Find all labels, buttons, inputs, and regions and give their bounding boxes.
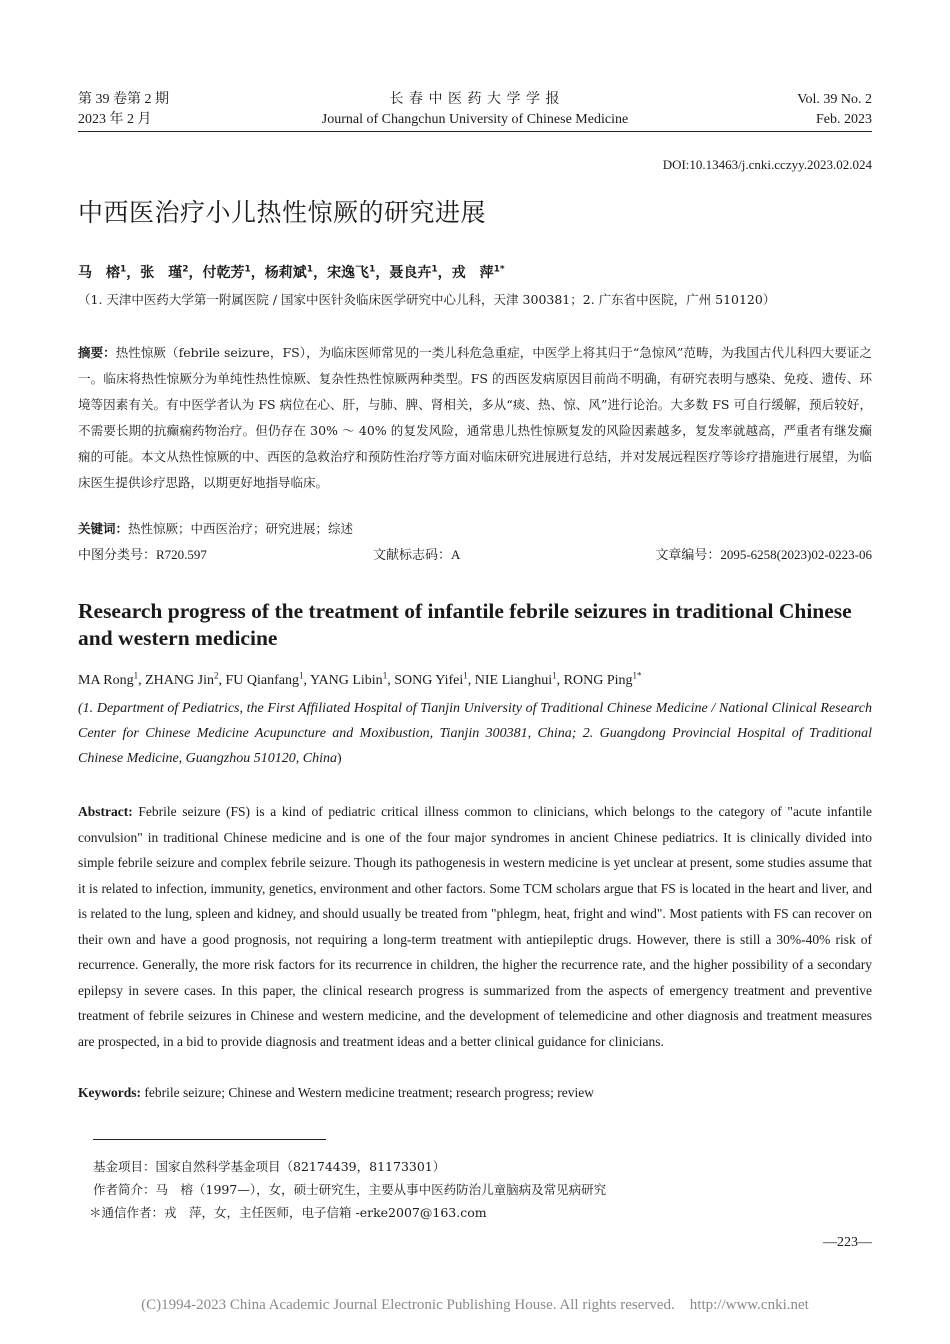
author-affiliation-mark: 1 bbox=[552, 670, 557, 681]
clc-value: R720.597 bbox=[156, 547, 207, 562]
author-affiliation-mark: 1 bbox=[306, 264, 314, 275]
abstract-en-text: Febrile seizure (FS) is a kind of pediatric critical illness common to clinicians, which belongs to the category of "acute infantile convulsion" in traditional Chinese medicine and is one of the four major syndromes in ancient Chinese pediatrics. It is clinically divided into simple febrile seizure and complex febrile seizure. Though its pathogenesis in western medicine is yet unclear at present, some studies assume that it is related to infection, immunity, genetics, environment and other factors. Some TCM scholars argue that FS is located in the heart and liver, and is related to the lung, spleen and kidney, and should usually be treated from "phlegm, heat, fright and wind". Most patients with FS can recover on their own and have a good prognosis, not requiring a long-term treatment with antiepileptic drugs. However, there is still a 30%-40% risk of recurrence. Generally, the more risk factors for its recurrence in children, the higher the recurrence rate, and the higher possibility of a secondary epilepsy in severe cases. In this paper, the clinical research progress is summarized from the aspects of emergency treatment and preventive treatment of febrile seizures in Chinese and western medicine, and the development of telemedicine and other diagnosis and treatment measures are prospected, in a bid to provide diagnosis and treatment ideas and a better clinical guidance for clinicians. bbox=[78, 804, 873, 1049]
author-name: YANG Libin bbox=[309, 673, 383, 688]
header-date-en: Feb. 2023 bbox=[816, 112, 872, 127]
header-vol-no: Vol. 39 No. 2 bbox=[797, 92, 872, 107]
article-label: 文章编号： bbox=[655, 548, 721, 563]
abstract-cn-text: 热性惊厥（febrile seizure，FS），为临床医师常见的一类儿科危急重症，中医学上将其归于“急惊风”范畴，为我国古代儿科四大要证之一。临床将热性惊厥分为单纯性热性惊厥、复杂性热性惊厥两种类型。FS 的西医发病原因目前尚不明确，有研究表明与感染、免疫、遗传、环境等因素有关。有中医学者认为 FS 病位在心、肝，与肺、脾、肾相关，多从“痰、热、惊、风”进行论治。大多数 FS 可自行缓解，预后较好，不需要长期的抗癫痫药物治疗。但仍存在 30% ～ 40% 的复发风险，通常患儿热性惊厥复发的风险因素越多，复发率就越高，严重者有继发癫痫的可能。本文从热性惊厥的中、西医的急救治疗和预防性治疗等方面对临床研究进展进行总结，并对发展远程医疗等诊疗措施进行展望，为临床医生提供诊疗思路，以期更好地指导临床。 bbox=[78, 345, 872, 490]
author-affiliation-mark: 1* bbox=[632, 670, 642, 681]
doc-label: 文献标志码： bbox=[373, 548, 452, 563]
author-name: NIE Lianghui bbox=[474, 673, 553, 688]
author-name: 宋逸飞 bbox=[327, 265, 370, 281]
authors-en: MA Rong$^1$, ZHANG Jin$^2$, FU Qianfang$^1$, YANG Libin$^1$, SONG Yifei$^1$, NIE Lianghui$^1$, RONG Ping$^{1*}$ bbox=[78, 670, 642, 688]
funding-label: 基金项目： bbox=[93, 1159, 156, 1174]
article-value: 2095-6258(2023)02-0223-06 bbox=[720, 547, 872, 562]
author-affiliation-mark: 1 bbox=[244, 264, 251, 275]
correspondence-text: 戎 萍，女，主任医师，电子信箱 -erke2007@163.com bbox=[164, 1205, 487, 1220]
journal-name-en: Journal of Changchun University of Chinese Medicine bbox=[321, 112, 629, 127]
header-rule bbox=[78, 131, 872, 132]
header-volume: 第 39 卷第 2 期 bbox=[78, 92, 169, 107]
abstract-en-label: Abstract: bbox=[78, 804, 133, 819]
doc-code bbox=[373, 542, 460, 569]
author-name: 戎 萍 bbox=[451, 265, 494, 281]
affiliation-en-text: 1. Department of Pediatrics, the First Affiliated Hospital of Tianjin University of Traditional Chinese Medicine / National Clinical Research Center for Chinese Medicine Acupuncture and Moxibustion, Tianjin 300381, China; 2. Guangdong Provincial Hospital of Traditional Chinese Medicine, Guangzhou 510120, China bbox=[78, 701, 872, 766]
header-date-cn: 2023 年 2 月 bbox=[78, 112, 152, 127]
author-name: MA Rong bbox=[78, 673, 134, 688]
author-name: FU Qianfang bbox=[225, 673, 299, 688]
author-name: 聂良卉 bbox=[389, 265, 432, 281]
copyright-notice: (C)1994-2023 China Academic Journal Electronic Publishing House. All rights reserved. http://www.cnki.net bbox=[141, 1297, 809, 1313]
clc-label: 中图分类号： bbox=[78, 548, 157, 563]
author-affiliation-mark: 2 bbox=[213, 670, 219, 681]
classification-line bbox=[78, 542, 872, 568]
doc-value: A bbox=[451, 547, 461, 562]
footnote-funding bbox=[93, 1155, 606, 1178]
author-name: RONG Ping bbox=[563, 673, 633, 688]
footnote-correspondence bbox=[89, 1201, 606, 1224]
correspondence-label: ＊通信作者： bbox=[89, 1205, 165, 1220]
doi[interactable]: DOI:10.13463/j.cnki.cczyy.2023.02.024 bbox=[662, 157, 872, 172]
authors-cn: 马 榕$^1$，张 瑾$^2$，付乾芳$^1$，杨莉斌$^1$，宋逸飞$^1$，聂良卉$^1$，戎 萍$^{1*}$ bbox=[78, 264, 505, 281]
author-bio-label: 作者简介： bbox=[93, 1182, 156, 1197]
author-name: SONG Yifei bbox=[394, 673, 464, 688]
header-vol-en bbox=[797, 90, 872, 130]
footnote-author-bio bbox=[93, 1178, 606, 1201]
author-affiliation-mark: 1 bbox=[369, 264, 376, 275]
title-en: Research progress of the treatment of infantile febrile seizures in traditional Chinese and western medicine bbox=[78, 599, 852, 650]
title-cn: 中西医治疗小儿热性惊厥的研究进展 bbox=[78, 198, 487, 227]
header-issue bbox=[78, 90, 169, 130]
affiliation-en: (1. Department of Pediatrics, the First Affiliated Hospital of Tianjin University of Traditional Chinese Medicine / National Clinical Research Center for Chinese Medicine Acupuncture and Moxibustion, Tianjin 300381, China; 2. Guangdong Provincial Hospital of Traditional Chinese Medicine, Guangzhou 510120, China) bbox=[78, 701, 872, 766]
keywords-cn bbox=[78, 516, 872, 542]
author-affiliation-mark: 1* bbox=[493, 264, 505, 275]
author-bio-text: 马 榕（1997—），女，硕士研究生，主要从事中医药防治儿童脑病及常见病研究 bbox=[155, 1182, 607, 1197]
keywords-cn-label: 关键词： bbox=[78, 521, 129, 536]
funding-text: 国家自然科学基金项目（82174439，81173301） bbox=[155, 1159, 446, 1174]
author-name: 马 榕 bbox=[78, 265, 120, 281]
header-journal bbox=[250, 90, 700, 130]
author-affiliation-mark: 1 bbox=[120, 264, 127, 275]
clc-code bbox=[78, 542, 207, 569]
author-affiliation-mark: 1 bbox=[382, 670, 388, 681]
footnote-rule bbox=[93, 1139, 326, 1140]
abstract-cn-label: 摘要： bbox=[78, 345, 116, 360]
page-number: —223— bbox=[823, 1235, 872, 1250]
keywords-cn-text: 热性惊厥；中西医治疗；研究进展；综述 bbox=[128, 521, 354, 536]
author-name: 杨莉斌 bbox=[264, 265, 307, 281]
author-name: 张 瑾 bbox=[140, 265, 183, 281]
author-affiliation-mark: 2 bbox=[182, 264, 189, 275]
author-affiliation-mark: 1 bbox=[133, 670, 139, 681]
keywords-en-text: febrile seizure; Chinese and Western medicine treatment; research progress; review bbox=[144, 1085, 594, 1100]
keywords-en-label: Keywords: bbox=[78, 1085, 141, 1100]
author-name: ZHANG Jin bbox=[145, 673, 214, 688]
affiliation-cn: （1. 天津中医药大学第一附属医院 / 国家中医针灸临床医学研究中心儿科，天津 300381；2. 广东省中医院，广州 510120） bbox=[78, 292, 776, 307]
author-affiliation-mark: 1 bbox=[463, 670, 468, 681]
abstract-cn bbox=[78, 340, 872, 496]
abstract-en bbox=[78, 799, 872, 1054]
author-affiliation-mark: 1 bbox=[298, 670, 304, 681]
author-affiliation-mark: 1 bbox=[431, 264, 438, 275]
article-number bbox=[655, 542, 872, 569]
journal-name-cn: 长 春 中 医 药 大 学 学 报 bbox=[389, 92, 561, 107]
keywords-en bbox=[78, 1080, 872, 1105]
author-name: 付乾芳 bbox=[202, 265, 245, 281]
footnotes bbox=[89, 1155, 607, 1224]
